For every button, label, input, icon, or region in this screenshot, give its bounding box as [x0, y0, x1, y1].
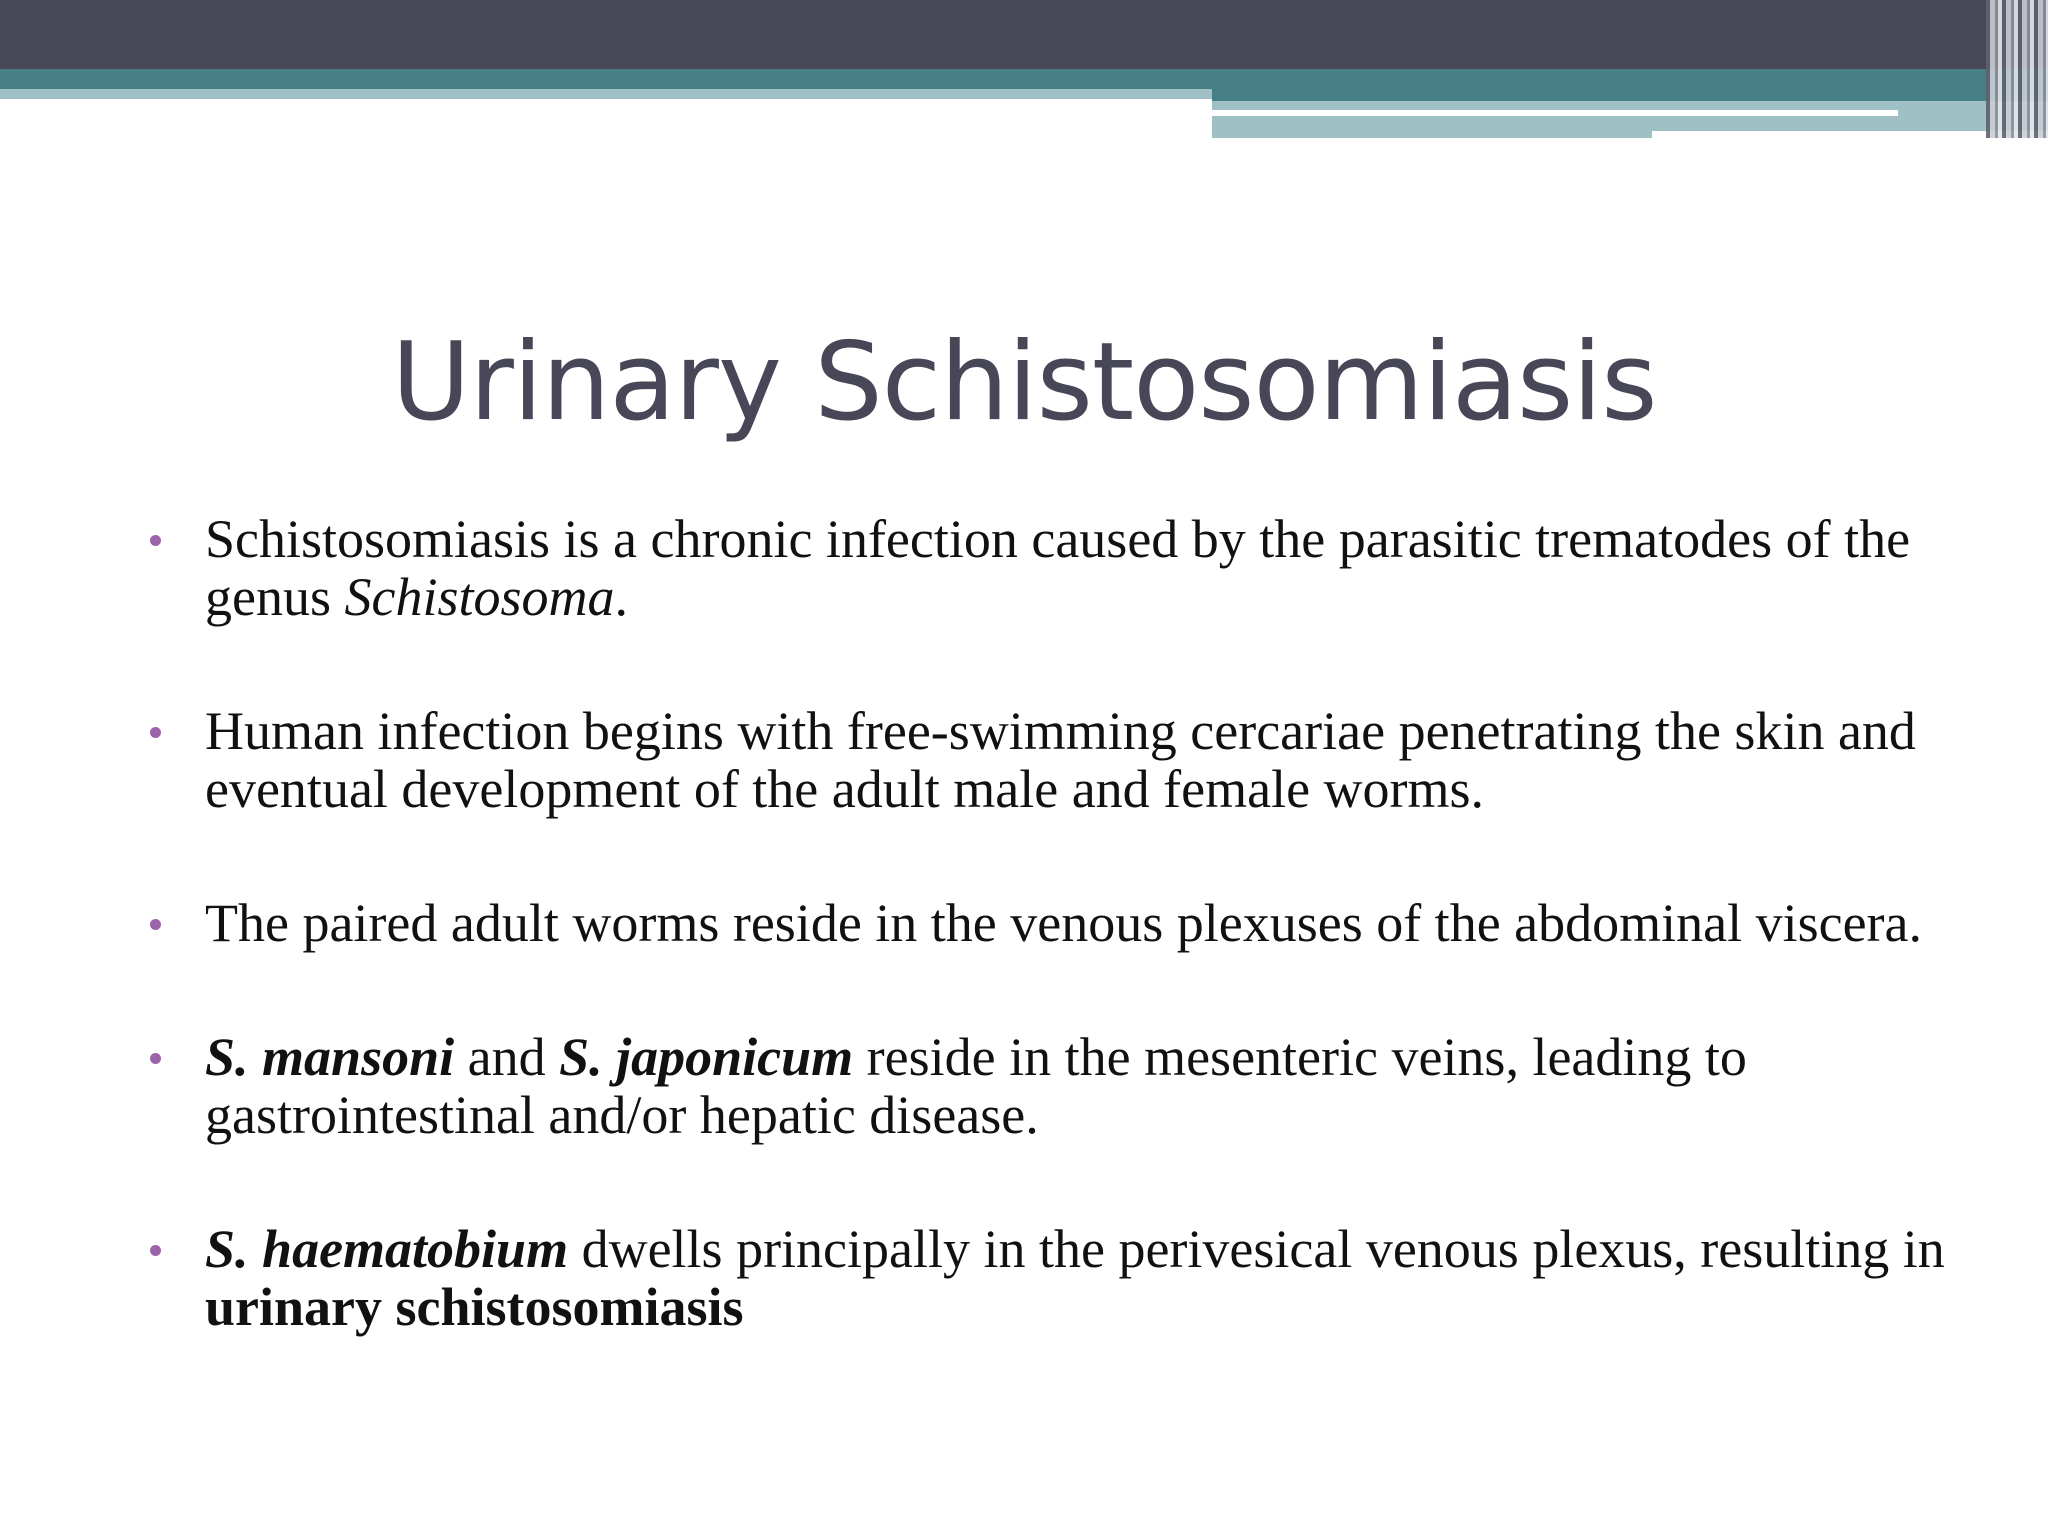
genus-name: Schistosoma	[344, 567, 615, 627]
bullet-text: The paired adult worms reside in the venous plexuses of the abdominal viscera.	[205, 893, 1923, 953]
bullet-item	[205, 894, 1995, 952]
bullet-text: dwells principally in the perivesical venous plexus, resulting in	[568, 1219, 1945, 1279]
species-name: S. haematobium	[205, 1219, 569, 1279]
bullet-text: .	[614, 567, 628, 627]
bullet-text: reside in the mesenteric veins, leading to gastrointestinal and/or hepatic disease.	[205, 1027, 1747, 1145]
header-band-light-left	[0, 89, 1212, 99]
bullet-list	[205, 510, 1995, 1412]
bullet-text: and	[454, 1027, 560, 1087]
species-name: S. japonicum	[559, 1027, 854, 1087]
bullet-text: Schistosomiasis is a chronic infection caused by the parasitic trematodes of the genus	[205, 509, 1911, 627]
bullet-text: Human infection begins with free-swimming cercariae penetrating the skin and eventual development of the adult male and female worms.	[205, 701, 1916, 819]
header-band-dark	[0, 0, 2048, 69]
slide-title: Urinary Schistosomiasis	[391, 320, 1657, 445]
header-band-teal	[0, 69, 2048, 89]
bullet-item	[205, 510, 1995, 626]
bullet-item	[205, 702, 1995, 818]
bullet-item	[205, 1220, 1995, 1336]
header-accent-line	[1212, 110, 1898, 116]
header-band-teal-right	[1212, 89, 2048, 101]
emphasis-term: urinary schistosomiasis	[205, 1277, 744, 1337]
species-name: S. mansoni	[205, 1027, 455, 1087]
header-stripes	[1986, 0, 2048, 138]
bullet-item	[205, 1028, 1995, 1144]
